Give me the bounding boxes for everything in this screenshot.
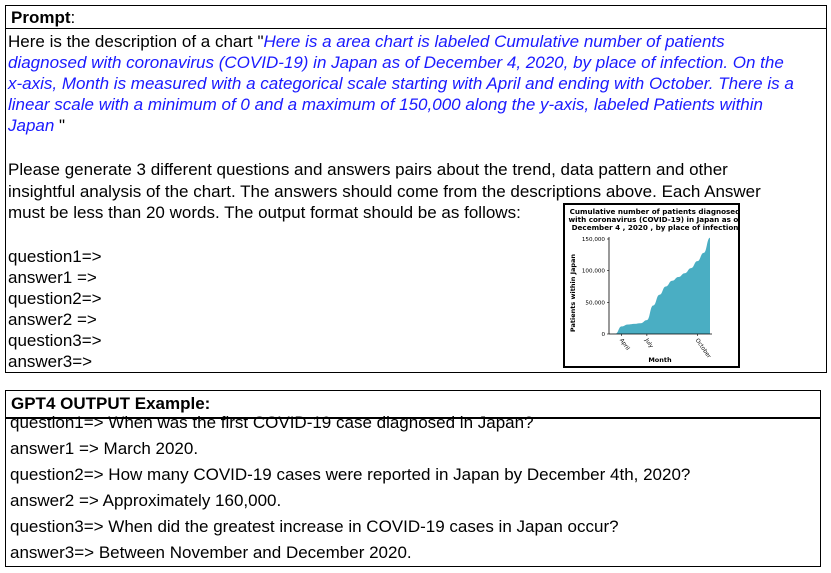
instruction-line-3: must be less than 20 words. The output format should be as follows: — [8, 203, 521, 222]
description-line-5 — [8, 116, 65, 136]
chart-x-axis-label: Month — [648, 356, 672, 364]
x-tick-label: October — [693, 337, 712, 360]
format-line: question1=> — [8, 247, 102, 266]
format-line: answer3=> — [8, 352, 93, 371]
chart-title-line: December 4 , 2020 , by place of infection — [571, 223, 738, 232]
prompt-header — [6, 6, 826, 29]
prompt-header-colon: : — [70, 8, 76, 27]
description-close: " — [54, 116, 66, 135]
y-tick-label: 150,000 — [581, 237, 605, 243]
description-line-3: x-axis, Month is measured with a categorical scale starting with April and ending with October. There is a — [8, 74, 794, 93]
output-line: answer2 => Approximately 160,000. — [10, 491, 282, 510]
description-end: Japan — [8, 116, 55, 135]
format-line: question3=> — [8, 331, 102, 350]
output-line: answer3=> Between November and December 2020. — [10, 543, 412, 562]
y-tick-label: 100,000 — [581, 268, 605, 275]
format-line: question2=> — [8, 289, 102, 308]
chart-thumbnail — [563, 203, 740, 368]
chart-y-axis-label: Patients within Japan — [569, 253, 577, 333]
x-tick-label: April — [617, 337, 631, 352]
description-text: Here is a area chart is labeled Cumulative number of patients — [263, 32, 725, 51]
x-tick-label: July — [643, 337, 654, 350]
output-line: question3=> When did the greatest increase in COVID-19 cases in Japan occur? — [10, 517, 619, 536]
output-line: answer1 => March 2020. — [10, 439, 199, 458]
chart-title-line: with coronavirus (COVID-19) in Japan as of — [568, 215, 738, 224]
output-panel — [5, 413, 821, 567]
instruction-line-1: Please generate 3 different questions and answers pairs about the trend, data pattern and other — [8, 160, 728, 179]
output-line: question2=> How many COVID-19 cases were reported in Japan by December 4th, 2020? — [10, 465, 691, 484]
y-tick-label: 0 — [601, 332, 605, 338]
format-line: answer2 => — [8, 310, 97, 329]
description-line-1 — [8, 32, 725, 52]
description-line-2: diagnosed with coronavirus (COVID-19) in Japan as of December 4, 2020, by place of infection. On the — [8, 53, 784, 72]
output-header: GPT4 OUTPUT Example: — [11, 394, 211, 413]
y-tick-label: 50,000 — [585, 300, 605, 307]
area-chart — [565, 205, 738, 366]
output-line: question1=> When was the first COVID-19 case diagnosed in Japan? — [10, 413, 534, 432]
format-line: answer1 => — [8, 268, 97, 287]
area-series — [609, 238, 710, 334]
instruction-line-2: insightful analysis of the chart. The answers should come from the descriptions above. Each Answer — [8, 182, 761, 201]
prompt-header-label: Prompt — [11, 8, 71, 27]
description-line-4: linear scale with a minimum of 0 and a maximum of 150,000 along the y-axis, labeled Patients within — [8, 95, 763, 114]
description-lead: Here is the description of a chart " — [8, 32, 264, 51]
chart-title-line: Cumulative number of patients diagnosed — [569, 207, 738, 216]
